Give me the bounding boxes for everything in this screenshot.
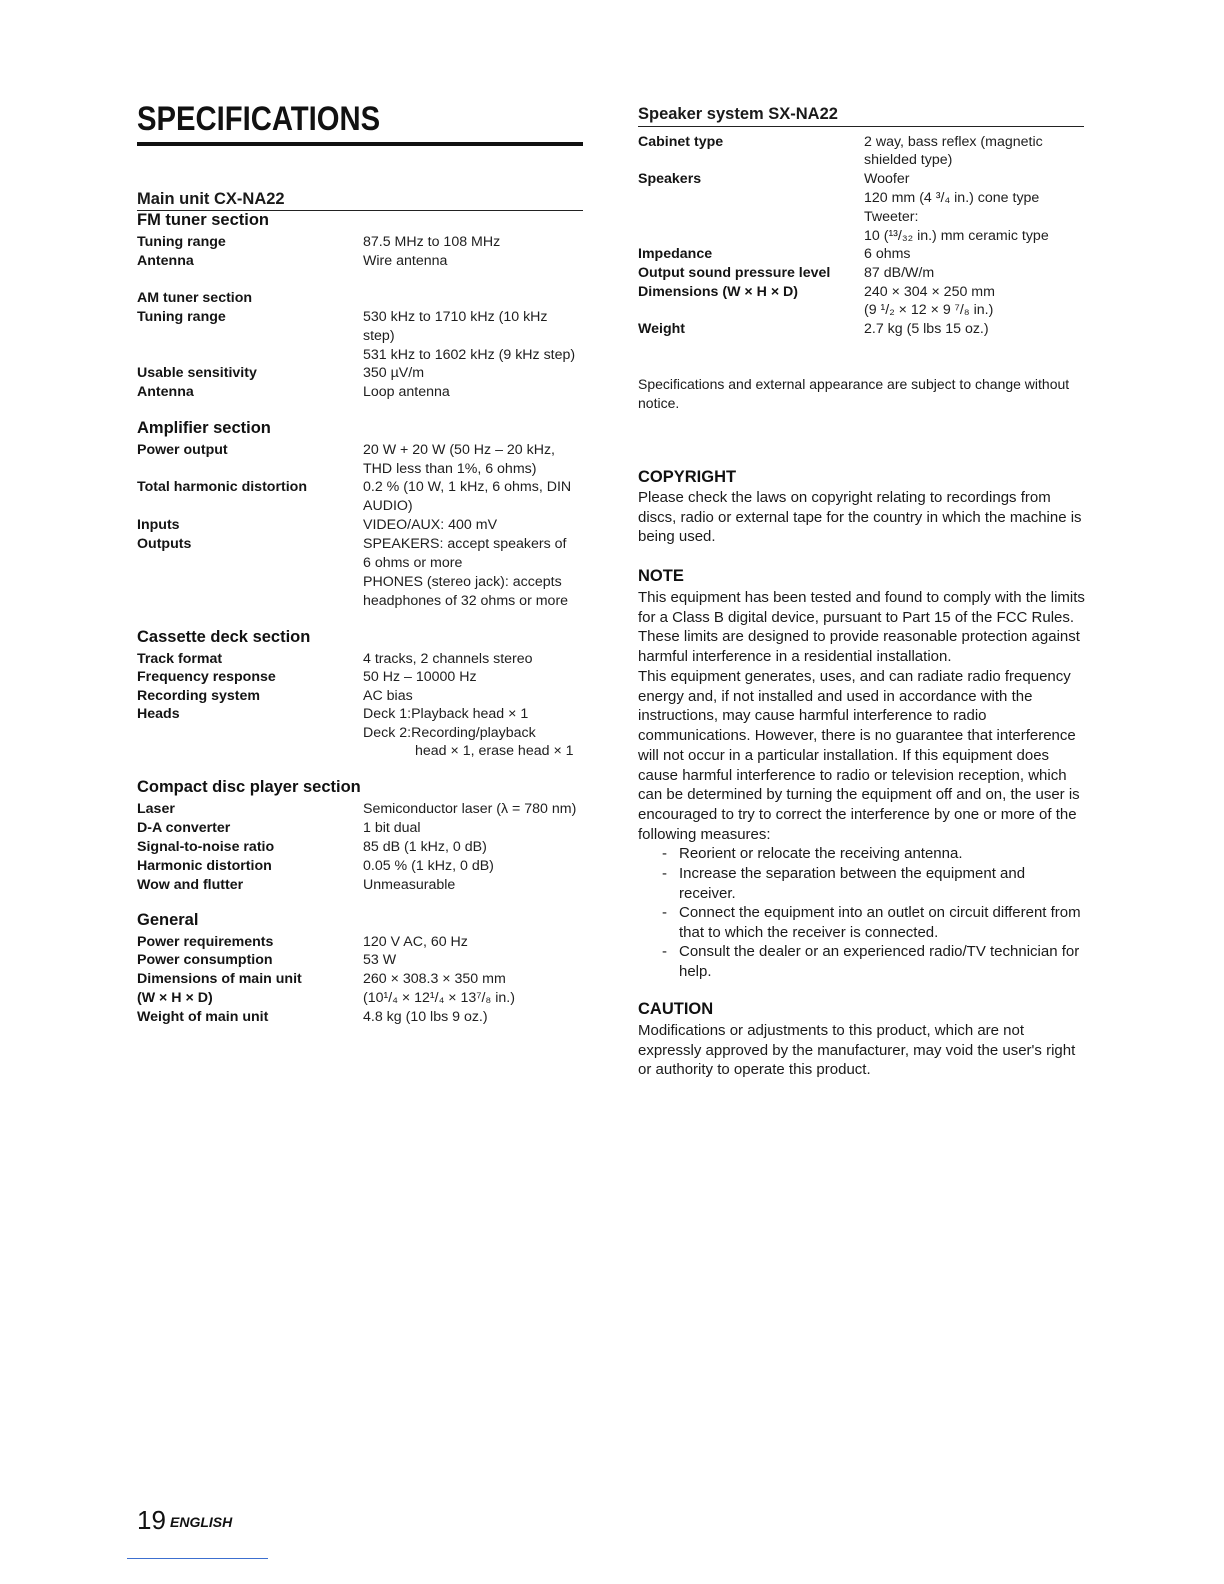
caution-heading: CAUTION — [638, 1000, 714, 1018]
am-sensitivity-value: 350 µV/m — [363, 365, 425, 381]
measure-item: - Connect the equipment into an outlet on circuit different from that to which the receiver is connected. — [662, 904, 1081, 941]
measure-item: - Consult the dealer or an experienced radio/TV technician for help. — [662, 943, 1080, 980]
frequency-response-label: Frequency response — [137, 669, 276, 685]
outputs-line-3: PHONES (stereo jack): accepts — [363, 574, 562, 590]
spl-value: 87 dB/W/m — [864, 265, 935, 281]
am-antenna-value: Loop antenna — [363, 384, 450, 400]
measure-item-text: Reorient or relocate the receiving antenna. — [679, 845, 963, 862]
outputs-line-2: 6 ohms or more — [363, 555, 463, 571]
outputs-label: Outputs — [137, 536, 192, 552]
speaker-weight-value: 2.7 kg (5 lbs 15 oz.) — [864, 321, 989, 337]
speakers-line-1: Woofer — [864, 171, 910, 187]
fm-antenna-value: Wire antenna — [363, 253, 448, 269]
power-output-line-1: 20 W + 20 W (50 Hz – 20 kHz, — [363, 442, 555, 458]
amplifier-section-heading: Amplifier section — [137, 419, 271, 437]
dimensions-main-unit-value: 260 × 308.3 × 350 mm — [363, 971, 506, 987]
measure-item-text: Connect the equipment into an outlet on circuit different from that to which the receiver is connected. — [679, 904, 1081, 941]
dimensions-main-unit-label: Dimensions of main unit — [137, 971, 302, 987]
cabinet-type-line-2: shielded type) — [864, 152, 953, 168]
heads-label: Heads — [137, 706, 180, 722]
da-converter-label: D-A converter — [137, 820, 231, 836]
page-number: 19 — [137, 1505, 166, 1535]
measure-item-text: Consult the dealer or an experienced radio/TV technician for help. — [679, 943, 1080, 980]
language-label: ENGLISH — [170, 1514, 233, 1530]
fm-tuning-range-value: 87.5 MHz to 108 MHz — [363, 234, 501, 250]
copyright-text: Please check the laws on copyright relating to recordings from discs, radio or external tape for the country in which the machine is being used. — [638, 489, 1082, 546]
thd-label: Total harmonic distortion — [137, 479, 307, 495]
power-requirements-value: 120 V AC, 60 Hz — [363, 934, 468, 950]
speakers-label: Speakers — [638, 171, 702, 187]
heads-line-2: Deck 2:Recording/playback — [363, 725, 536, 741]
wow-flutter-label: Wow and flutter — [137, 877, 244, 893]
impedance-label: Impedance — [638, 246, 713, 262]
am-tuning-line-3: 531 kHz to 1602 kHz (9 kHz step) — [363, 347, 576, 363]
change-notice: Specifications and external appearance are subject to change without notice. — [638, 376, 1070, 411]
footer-line — [127, 1558, 268, 1559]
caution-text: Modifications or adjustments to this product, which are not expressly approved by the manufacturer, may void the user's right or authority to operate this product. — [638, 1022, 1076, 1079]
am-tuning-range-label: Tuning range — [137, 309, 226, 325]
measure-item: - Increase the separation between the equipment and receiver. — [662, 865, 1026, 902]
speaker-dimensions-line-1: 240 × 304 × 250 mm — [864, 284, 995, 300]
inputs-value: VIDEO/AUX: 400 mV — [363, 517, 498, 533]
track-format-label: Track format — [137, 651, 223, 667]
laser-label: Laser — [137, 801, 175, 817]
power-output-line-2: THD less than 1%, 6 ohms) — [363, 461, 537, 477]
power-requirements-label: Power requirements — [137, 934, 274, 950]
weight-main-unit-label: Weight of main unit — [137, 1009, 269, 1025]
speakers-line-2: 120 mm (4 ³/₄ in.) cone type — [864, 190, 1040, 206]
impedance-value: 6 ohms — [864, 246, 911, 262]
speakers-line-3: Tweeter: — [864, 209, 919, 225]
wow-flutter-value: Unmeasurable — [363, 877, 456, 893]
speaker-weight-label: Weight — [638, 321, 686, 337]
note-paragraph-2: This equipment generates, uses, and can radiate radio frequency energy and, if not installed and used in accordance with the instructions, may cause harmful interference to radio communications. However, there is no guarantee that interference will not occur in a particular installation. If this equipment does cause harmful interference to radio or television reception, which can be determined by turning the equipment off and on, the user is encouraged to try to correct the interference by one or more of the following measures: — [638, 668, 1080, 843]
harmonic-distortion-label: Harmonic distortion — [137, 858, 272, 874]
cassette-section-heading: Cassette deck section — [137, 628, 311, 646]
page-title: SPECIFICATIONS — [137, 100, 381, 138]
dimensions-whd-label: (W × H × D) — [137, 990, 213, 1006]
am-tuning-line-2: step) — [363, 328, 395, 344]
general-section-heading: General — [137, 911, 199, 929]
snr-label: Signal-to-noise ratio — [137, 839, 275, 855]
heads-line-3: head × 1, erase head × 1 — [415, 743, 574, 759]
speaker-dimensions-label: Dimensions (W × H × D) — [638, 284, 799, 300]
recording-system-value: AC bias — [363, 688, 413, 704]
thd-line-1: 0.2 % (10 W, 1 kHz, 6 ohms, DIN — [363, 479, 572, 495]
frequency-response-value: 50 Hz – 10000 Hz — [363, 669, 477, 685]
da-converter-value: 1 bit dual — [363, 820, 421, 836]
harmonic-distortion-value: 0.05 % (1 kHz, 0 dB) — [363, 858, 494, 874]
main-unit-heading: Main unit CX-NA22 — [137, 190, 583, 211]
laser-value: Semiconductor laser (λ = 780 nm) — [363, 801, 577, 817]
measure-item: - Reorient or relocate the receiving antenna. — [662, 845, 963, 862]
recording-system-label: Recording system — [137, 688, 260, 704]
thd-line-2: AUDIO) — [363, 498, 413, 514]
outputs-line-4: headphones of 32 ohms or more — [363, 593, 569, 609]
cabinet-type-line-1: 2 way, bass reflex (magnetic — [864, 134, 1043, 150]
fm-antenna-label: Antenna — [137, 253, 194, 269]
inputs-label: Inputs — [137, 517, 180, 533]
note-paragraph-1: This equipment has been tested and found to comply with the limits for a Class B digital device, pursuant to Part 15 of the FCC Rules. These limits are designed to provide reasonable protection against harmful interference in a residential installation. — [638, 589, 1085, 666]
note-heading: NOTE — [638, 567, 684, 585]
copyright-heading: COPYRIGHT — [638, 468, 737, 486]
weight-main-unit-value: 4.8 kg (10 lbs 9 oz.) — [363, 1009, 488, 1025]
heads-line-1: Deck 1:Playback head × 1 — [363, 706, 529, 722]
power-output-label: Power output — [137, 442, 228, 458]
power-consumption-value: 53 W — [363, 952, 397, 968]
cd-section-heading: Compact disc player section — [137, 778, 361, 796]
snr-value: 85 dB (1 kHz, 0 dB) — [363, 839, 487, 855]
spl-label: Output sound pressure level — [638, 265, 831, 281]
title-rule — [137, 142, 583, 146]
speakers-line-4: 10 (¹³/₃₂ in.) mm ceramic type — [864, 228, 1049, 244]
am-sensitivity-label: Usable sensitivity — [137, 365, 257, 381]
fm-section-heading: FM tuner section — [137, 211, 270, 229]
fm-tuning-range-label: Tuning range — [137, 234, 226, 250]
dimensions-inches-value: (10¹/₄ × 12¹/₄ × 13⁷/₈ in.) — [363, 990, 515, 1006]
speaker-system-heading: Speaker system SX-NA22 — [638, 105, 1084, 127]
measure-item-text: Increase the separation between the equipment and receiver. — [679, 865, 1026, 902]
power-consumption-label: Power consumption — [137, 952, 273, 968]
cabinet-type-label: Cabinet type — [638, 134, 724, 150]
am-tuning-line-1: 530 kHz to 1710 kHz (10 kHz — [363, 309, 548, 325]
am-antenna-label: Antenna — [137, 384, 194, 400]
am-section-heading: AM tuner section — [137, 290, 253, 306]
track-format-value: 4 tracks, 2 channels stereo — [363, 651, 533, 667]
outputs-line-1: SPEAKERS: accept speakers of — [363, 536, 567, 552]
speaker-dimensions-line-2: (9 ¹/₂ × 12 × 9 ⁷/₈ in.) — [864, 302, 994, 318]
